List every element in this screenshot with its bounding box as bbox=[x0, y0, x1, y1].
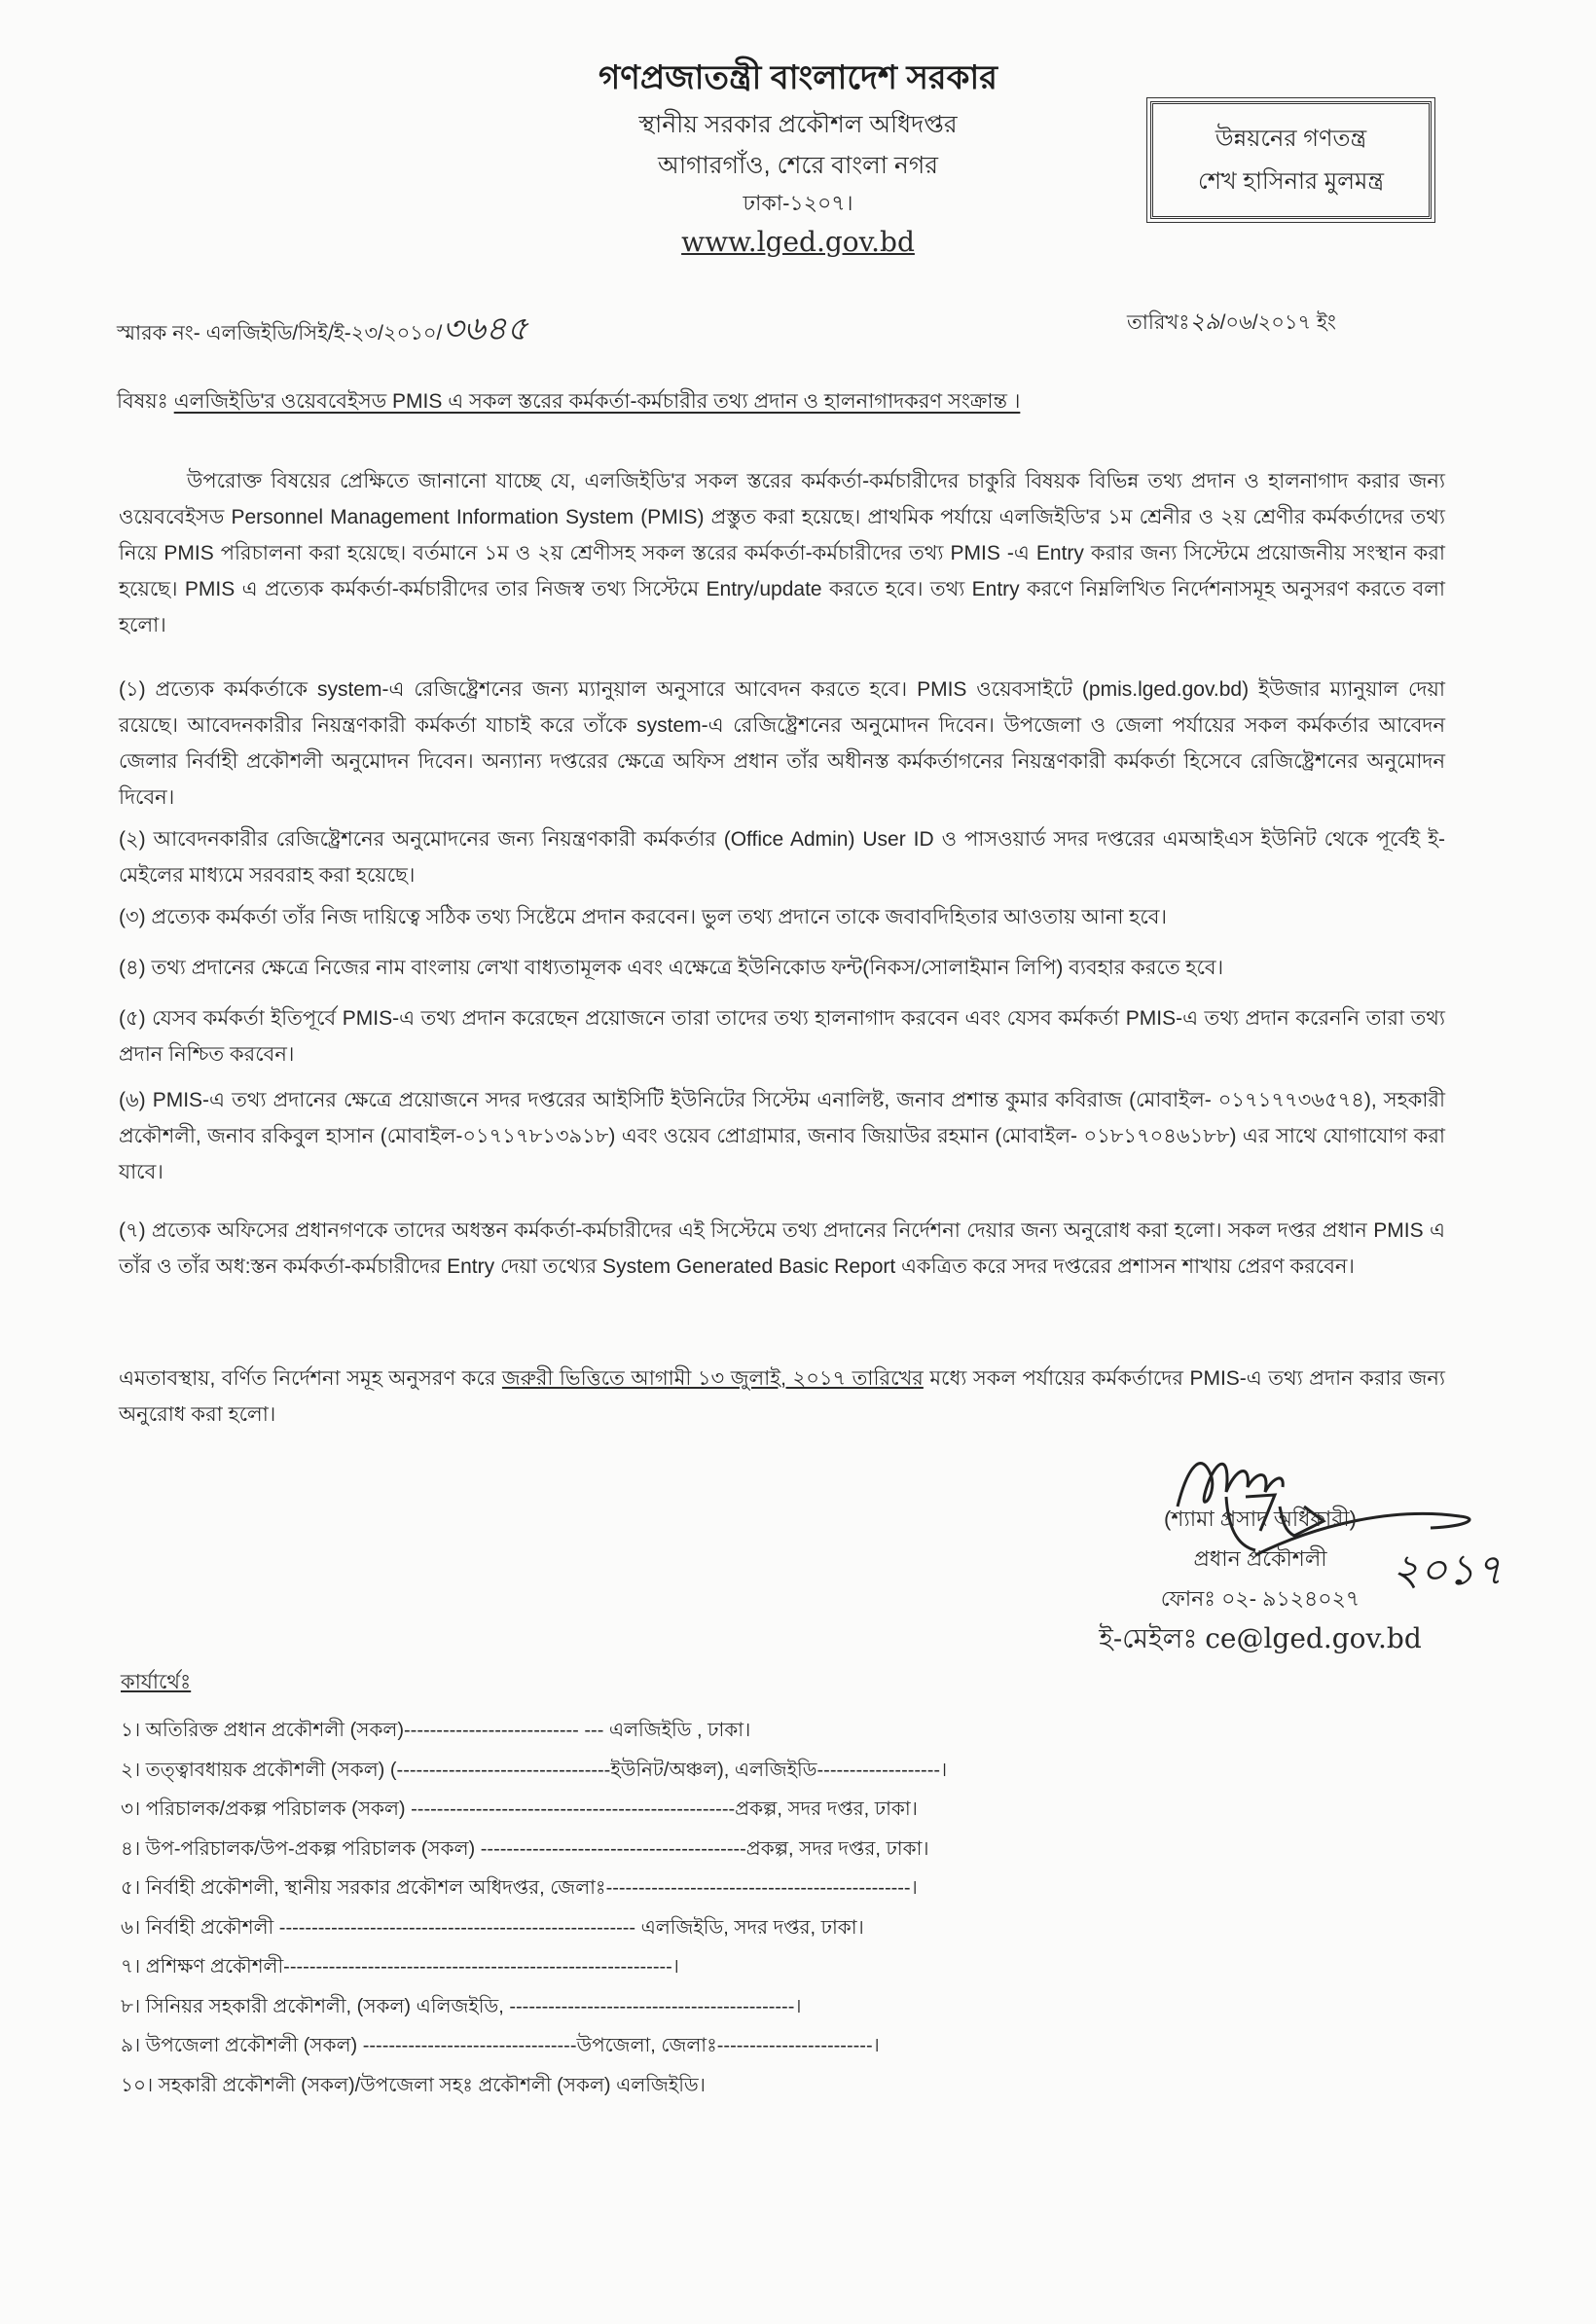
date-label: তারিখঃ bbox=[1127, 311, 1190, 334]
signatory-name: (শ্যামা প্রসাদ অধিকারী) bbox=[1164, 1507, 1357, 1531]
memo-label: স্মারক নং- এলজিইডি/সিই/ই-২৩/২০১০/ bbox=[117, 322, 443, 345]
copy-to-heading: কার্যার্থেঃ bbox=[121, 1671, 192, 1693]
instruction-6: (৬) PMIS-এ তথ্য প্রদানের ক্ষেত্রে প্রয়োজনে সদর দপ্তরের আইসিটি ইউনিটের সিস্টেম এনালিষ্ট, জনাব প্রশান্ত কুমার কবিরাজ (মোবাইল- ০১৭১৭৭৩৬৫৭৪), সহকারী প্রকৌশলী, জনাব রকিবুল হাসান (মোবাইল-০১৭১৭৮১৩৯১৮) এবং ওয়েব প্রোগ্রামার, জনাব জিয়াউর রহমান (মোবাইল- ০১৮১৭০৪৬১৮৮) এর সাথে যোগাযোগ করা যাবে। bbox=[119, 1089, 1445, 1183]
department-name: স্থানীয় সরকার প্রকৌশল অধিদপ্তর bbox=[638, 111, 958, 138]
motto-box bbox=[1150, 101, 1432, 219]
signatory-designation: প্রধান প্রকৌশলী bbox=[1193, 1546, 1327, 1571]
signature-handwritten-date: ২০১৭ bbox=[1392, 1545, 1504, 1594]
list-item: ২। তত্ত্বাবধায়ক প্রকৌশলী (সকল) (---------------------------------ইউনিট/অঞ্চল), এলজিইডি-------------------। bbox=[121, 1759, 948, 1781]
subject-label: বিষয়ঃ bbox=[117, 390, 168, 413]
instruction-3: (৩) প্রত্যেক কর্মকর্তা তাঁর নিজ দায়িত্বে সঠিক তথ্য সিষ্টেমে প্রদান করবেন। ভুল তথ্য প্রদানে তাকে জবাবদিহিতার আওতায় আনা হবে। bbox=[119, 906, 1167, 928]
instruction-4: (৪) তথ্য প্রদানের ক্ষেত্রে নিজের নাম বাংলায় লেখা বাধ্যতামূলক এবং এক্ষেত্রে ইউনিকোড ফন্ট(নিকস/সোলাইমান লিপি) ব্যবহার করতে হবে। bbox=[119, 957, 1224, 979]
date-handwritten-day: ২৯ bbox=[1189, 308, 1220, 335]
subject-text: এলজিইডি'র ওয়েববেইসড PMIS এ সকল স্তরের কর্মকর্তা-কর্মচারীর তথ্য প্রদান ও হালনাগাদকরণ সংক্রান্ত । bbox=[173, 390, 1021, 413]
instruction-7: (৭) প্রত্যেক অফিসের প্রধানগণকে তাদের অধস্তন কর্মকর্তা-কর্মচারীদের এই সিস্টেমে তথ্য প্রদানের নির্দেশনা দেয়ার জন্য অনুরোধ করা হলো। সকল দপ্তর প্রধান PMIS এ তাঁর ও তাঁর অধ:স্তন কর্মকর্তা-কর্মচারীদের Entry দেয়া তথ্যের System Generated Basic Report একত্রিত করে সদর দপ্তরের প্রশাসন শাখায় প্রেরণ করবেন। bbox=[119, 1219, 1445, 1278]
closing-deadline: জরুরী ভিত্তিতে আগামী ১৩ জুলাই, ২০১৭ তারিখের bbox=[501, 1367, 924, 1390]
email-label: ই-মেইলঃ bbox=[1099, 1623, 1206, 1653]
list-item: ৮। সিনিয়র সহকারী প্রকৌশলী, (সকল) এলিজইডি, --------------------------------------------। bbox=[121, 1995, 802, 2017]
list-item: ৪। উপ-পরিচালক/উপ-প্রকল্প পরিচালক (সকল) -----------------------------------------প্রকল্প, সদর দপ্তর, ঢাকা। bbox=[121, 1837, 929, 1860]
motto-line-1: উন্নয়নের গণতন্ত্র bbox=[1215, 125, 1367, 152]
memo-number bbox=[117, 304, 528, 359]
website-link[interactable]: www.lged.gov.bd bbox=[681, 226, 915, 258]
city: ঢাকা-১২০৭। bbox=[743, 191, 853, 215]
email-address[interactable]: ce@lged.gov.bd bbox=[1205, 1622, 1422, 1654]
closing-paragraph bbox=[119, 1361, 1445, 1433]
signature-block bbox=[1066, 1499, 1455, 1658]
motto-line-2: শেখ হাসিনার মুলমন্ত্র bbox=[1197, 167, 1384, 195]
instruction-2: (২) আবেদনকারীর রেজিষ্ট্রেশনের অনুমোদনের জন্য নিয়ন্ত্রণকারী কর্মকর্তার (Office Admin) User ID ও পাসওয়ার্ড সদর দপ্তরের এমআইএস ইউনিট থেকে পূর্বেই ই-মেইলের মাধ্যমে সরবরাহ করা হয়েছে। bbox=[119, 828, 1445, 887]
list-item: ৯। উপজেলা প্রকৌশলী (সকল) ---------------------------------উপজেলা, জেলাঃ------------------------। bbox=[121, 2035, 880, 2056]
date-rest: /০৬/২০১৭ ইং bbox=[1219, 311, 1336, 334]
instruction-1: (১) প্রত্যেক কর্মকর্তাকে system-এ রেজিষ্ট্রেশনের জন্য ম্যানুয়াল অনুসারে আবেদন করতে হবে। PMIS ওয়েবসাইটে (pmis.lged.gov.bd) ইউজার ম্যানুয়াল দেয়া রয়েছে। আবেদনকারীর নিয়ন্ত্রণকারী কর্মকর্তা যাচাই করে তাঁকে system-এ রেজিষ্ট্রেশনের অনুমোদন দিবেন। উপজেলা ও জেলা পর্যায়ের সকল কর্মকর্তার আবেদন জেলার নির্বাহী প্রকৌশলী অনুমোদন দিবেন। অন্যান্য দপ্তরের ক্ষেত্রে অফিস প্রধান তাঁর অধীনস্ত কর্মকর্তাগনের নিয়ন্ত্রণকারী কর্মকর্তা হিসেবে রেজিষ্ট্রেশনের অনুমোদন দিবেন। bbox=[119, 678, 1445, 809]
subject-line bbox=[117, 385, 1020, 419]
list-item: ১। অতিরিক্ত প্রধান প্রকৌশলী (সকল)--------------------------- --- এলজিইডি , ঢাকা। bbox=[121, 1720, 751, 1741]
list-item: ৬। নির্বাহী প্রকৌশলী ------------------------------------------------------- এলজিইডি, সদর দপ্তর, ঢাকা। bbox=[121, 1916, 864, 1939]
closing-text-before: এমতাবস্থায়, বর্ণিত নির্দেশনা সমূহ অনুসরণ করে bbox=[119, 1367, 502, 1390]
list-item: ১০। সহকারী প্রকৌশলী (সকল)/উপজেলা সহঃ প্রকৌশলী (সকল) এলজিইডি। bbox=[121, 2074, 706, 2096]
copy-to-list bbox=[121, 1711, 947, 2105]
address: আগারগাঁও, শেরে বাংলা নগর bbox=[658, 152, 938, 179]
intro-paragraph: উপরোক্ত বিষয়ের প্রেক্ষিতে জানানো যাচ্ছে যে, এলজিইডি'র সকল স্তরের কর্মকর্তা-কর্মচারীদের চাকুরি বিষয়ক বিভিন্ন তথ্য প্রদান ও হালনাগাদ করার জন্য ওয়েববেইসড Personnel Management Information System (PMIS) প্রস্তুত করা হয়েছে। প্রাথমিক পর্যায়ে এলজিইডি'র ১ম শ্রেনীর ও ২য় শ্রেণীর কর্মকর্তাদের তথ্য নিয়ে PMIS পরিচালনা করা হয়েছে। বর্তমানে ১ম ও ২য় শ্রেণীসহ সকল স্তরের কর্মকর্তা-কর্মচারীদের তথ্য PMIS -এ Entry করার জন্য সিস্টেমে প্রয়োজনীয় সংস্থান করা হয়েছে। PMIS এ প্রত্যেক কর্মকর্তা-কর্মচারীদের তার নিজস্ব তথ্য সিস্টেমে Entry/update করতে হবে। তথ্য Entry করণে নিম্নলিখিত নির্দেশনাসমূহ অনুসরণ করতে বলা হলো। bbox=[119, 470, 1445, 636]
list-item: ৩। পরিচালক/প্রকল্প পরিচালক (সকল) --------------------------------------------------প্রকল্প, সদর দপ্তর, ঢাকা। bbox=[121, 1798, 918, 1820]
list-item: ৭। প্রশিক্ষণ প্রকৌশলী------------------------------------------------------------। bbox=[121, 1956, 679, 1978]
government-title: গণপ্রজাতন্ত্রী বাংলাদেশ সরকার bbox=[598, 59, 998, 96]
instruction-5: (৫) যেসব কর্মকর্তা ইতিপূর্বে PMIS-এ তথ্য প্রদান করেছেন প্রয়োজনে তারা তাদের তথ্য হালনাগাদ করবেন এবং যেসব কর্মকর্তা PMIS-এ তথ্য প্রদান করেননি তারা তথ্য প্রদান নিশ্চিত করবেন। bbox=[119, 1007, 1445, 1066]
memo-handwritten-number: ৩৬৪৫ bbox=[442, 309, 528, 348]
closing-text-after: মধ্যে সকল পর্যায়ের কর্মকর্তাদের PMIS-এ তথ্য প্রদান করার জন্য অনুরোধ করা হলো। bbox=[119, 1367, 1445, 1426]
memo-date bbox=[1127, 304, 1336, 343]
list-item: ৫। নির্বাহী প্রকৌশলী, স্থানীয় সরকার প্রকৌশল অধিদপ্তর, জেলাঃ-----------------------------------------------। bbox=[121, 1877, 918, 1899]
signatory-phone: ফোনঃ ০২- ৯১২৪০২৭ bbox=[1160, 1586, 1360, 1611]
signatory-email bbox=[1066, 1618, 1455, 1658]
